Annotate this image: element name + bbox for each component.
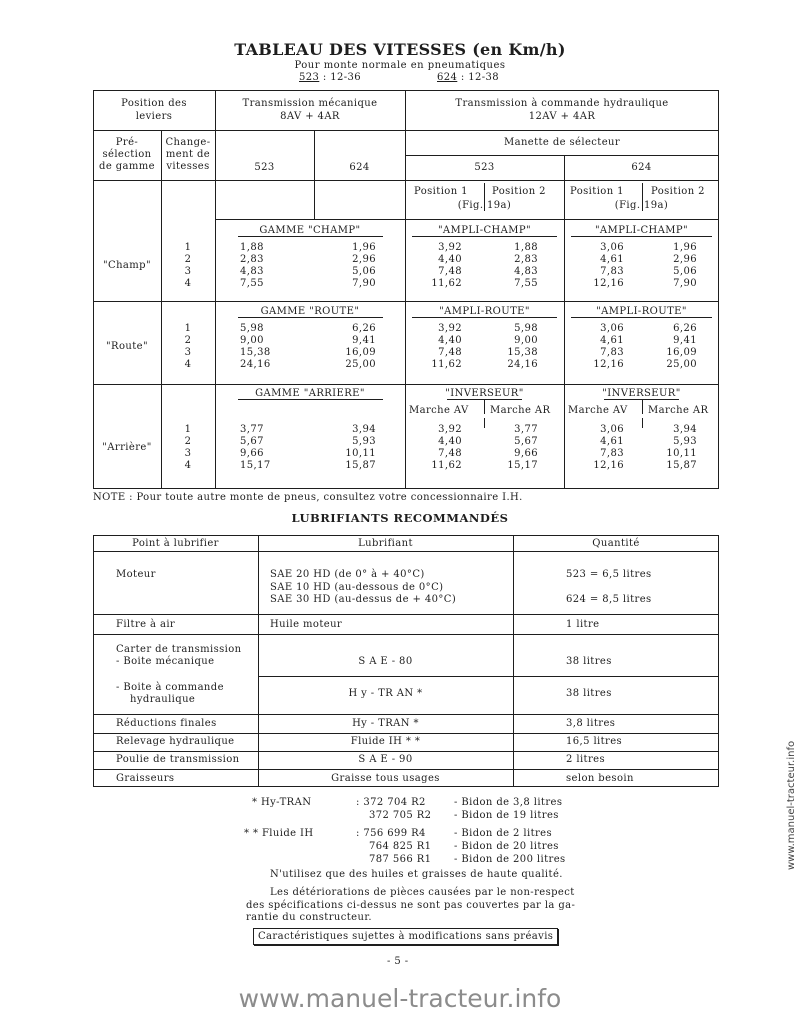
speed-value: 16,09 <box>666 347 697 358</box>
speed-value: 2,96 <box>352 254 376 265</box>
speed-value: 16,09 <box>345 347 376 358</box>
speed-value: 4,83 <box>514 266 538 277</box>
speed-value: 10,11 <box>666 448 697 459</box>
speed-table-hline <box>405 155 719 156</box>
speed-value: 15,17 <box>240 460 271 471</box>
lub-filtre: Filtre à air <box>116 619 176 630</box>
range-label-underline <box>412 317 557 318</box>
gear-number: 3 <box>184 266 192 277</box>
speed-value: 7,90 <box>673 278 697 289</box>
marche-av-label: Marche AV <box>568 405 628 416</box>
speed-value: 1,88 <box>514 242 538 253</box>
range-label-underline <box>604 399 679 400</box>
warranty-warning: Les détériorations de pièces causées par le non-respect des spécifications ci-dessus ne sont pas couvertes par la ga- rantie du constructeur. <box>246 887 576 923</box>
lub-boite-hydr: - Boite à commande hydraulique <box>116 682 224 705</box>
ref-desc: - Bidon de 2 litres <box>454 828 553 839</box>
lubricants-hline <box>93 614 719 615</box>
lub-poulie-lub: S A E - 90 <box>358 754 413 765</box>
speed-value: 3,06 <box>600 323 624 334</box>
speed-value: 15,87 <box>345 460 376 471</box>
speed-value: 4,61 <box>600 436 624 447</box>
speed-value: 4,61 <box>600 254 624 265</box>
speed-value: 3,92 <box>438 424 462 435</box>
header-position-2: Position 2 <box>492 186 546 197</box>
range-hydr-label: "AMPLI-CHAMP" <box>594 225 689 236</box>
speed-value: 11,62 <box>431 359 462 370</box>
speed-value: 3,92 <box>438 323 462 334</box>
speed-value: 12,16 <box>593 460 624 471</box>
header-model-523-hydr: 523 <box>474 162 495 173</box>
lub-relevage: Relevage hydraulique <box>116 736 235 747</box>
range-name: "Arrière" <box>102 442 152 453</box>
speed-value: 2,96 <box>673 254 697 265</box>
lub-header-point: Point à lubrifier <box>132 538 219 549</box>
header-preselection: Pré- sélection de gamme <box>99 137 155 172</box>
lub-graisseurs-q: selon besoin <box>566 773 634 784</box>
ref-desc: - Bidon de 3,8 litres <box>454 797 563 808</box>
lub-graisseurs: Graisseurs <box>116 773 175 784</box>
speed-value: 3,92 <box>438 242 462 253</box>
speed-value: 9,41 <box>352 335 376 346</box>
lub-boite-meca-lub: S A E - 80 <box>358 656 413 667</box>
range-mech-label: GAMME "ROUTE" <box>260 306 360 317</box>
speed-table-hline <box>93 130 719 131</box>
speed-value: 24,16 <box>507 359 538 370</box>
speed-value: 7,90 <box>352 278 376 289</box>
speed-table-hline <box>93 301 719 302</box>
lub-poulie-q: 2 litres <box>566 754 605 765</box>
speed-value: 1,88 <box>240 242 264 253</box>
gear-number: 4 <box>184 359 192 370</box>
gear-number: 2 <box>184 335 192 346</box>
quality-advice: N'utilisez que des huiles et graisses de haute qualité. <box>270 869 563 880</box>
header-model-523-mech: 523 <box>254 162 275 173</box>
header-position-2: Position 2 <box>651 186 705 197</box>
speed-value: 5,93 <box>673 436 697 447</box>
speed-value: 12,16 <box>593 359 624 370</box>
speed-value: 15,17 <box>507 460 538 471</box>
lub-filtre-lub: Huile moteur <box>270 619 343 630</box>
lub-boite-meca-q: 38 litres <box>566 656 612 667</box>
gear-number: 1 <box>184 424 192 435</box>
lub-poulie: Poulie de transmission <box>116 754 240 765</box>
speed-value: 2,83 <box>240 254 264 265</box>
speed-value: 24,16 <box>240 359 271 370</box>
range-label-underline <box>238 317 383 318</box>
header-position-leviers: Position des leviers <box>121 98 187 122</box>
lub-moteur-lubs: SAE 20 HD (de 0° à + 40°C) SAE 10 HD (au-dessous de 0°C) SAE 30 HD (au-dessus de + 40°C) <box>270 569 457 605</box>
speed-value: 15,87 <box>666 460 697 471</box>
lub-moteur: Moteur <box>116 569 156 580</box>
page-number: - 5 - <box>387 956 409 967</box>
header-manette-selecteur: Manette de sélecteur <box>503 137 621 148</box>
header-changement: Change- ment de vitesses <box>165 137 211 172</box>
range-label-underline <box>238 399 383 400</box>
speed-value: 4,40 <box>438 335 462 346</box>
gear-number: 1 <box>184 323 192 334</box>
lub-filtre-q: 1 litre <box>566 619 600 630</box>
ref-code: : 372 704 R2 <box>356 797 426 808</box>
speed-value: 4,40 <box>438 254 462 265</box>
tyre-b: 624 : 12-38 <box>437 72 500 83</box>
lub-reductions-q: 3,8 litres <box>566 718 616 729</box>
speed-value: 7,48 <box>438 448 462 459</box>
range-label-underline <box>238 236 383 237</box>
speed-value: 11,62 <box>431 460 462 471</box>
header-fig: (Fig. 19a) <box>457 200 512 211</box>
gear-number: 4 <box>184 460 192 471</box>
speed-value: 1,96 <box>673 242 697 253</box>
range-label-underline <box>571 236 712 237</box>
speed-value: 7,83 <box>600 448 624 459</box>
speed-value: 5,67 <box>514 436 538 447</box>
speed-value: 9,66 <box>240 448 264 459</box>
header-model-624-mech: 624 <box>349 162 370 173</box>
footer-watermark: www.manuel-tracteur.info <box>238 984 562 1013</box>
lub-header-lubrifiant: Lubrifiant <box>358 538 413 549</box>
lub-carter: Carter de transmission <box>116 644 242 655</box>
speed-value: 12,16 <box>593 278 624 289</box>
speed-value: 7,55 <box>240 278 264 289</box>
ref-desc: - Bidon de 20 litres <box>454 841 559 852</box>
speed-value: 15,38 <box>240 347 271 358</box>
speed-value: 5,98 <box>514 323 538 334</box>
range-hydr-label: "INVERSEUR" <box>445 388 524 399</box>
header-fig: (Fig. 19a) <box>614 200 669 211</box>
lubricants-hline <box>93 634 719 635</box>
speed-value: 7,48 <box>438 266 462 277</box>
lub-boite-hydr-q: 38 litres <box>566 688 612 699</box>
speed-value: 5,67 <box>240 436 264 447</box>
speed-value: 10,11 <box>345 448 376 459</box>
header-transmission-mecanique: Transmission mécanique 8AV + 4AR <box>242 98 378 122</box>
gear-number: 3 <box>184 347 192 358</box>
speed-value: 25,00 <box>345 359 376 370</box>
lub-relevage-q: 16,5 litres <box>566 736 623 747</box>
gear-number: 3 <box>184 448 192 459</box>
header-model-624-hydr: 624 <box>631 162 652 173</box>
header-position-1: Position 1 <box>414 186 468 197</box>
speed-value: 4,61 <box>600 335 624 346</box>
tyre-a: 523 : 12-36 <box>299 72 362 83</box>
lubricants-hline <box>258 676 719 677</box>
page-subtitle: Pour monte normale en pneumatiques <box>294 60 506 71</box>
lubricants-hline <box>93 551 719 552</box>
speed-value: 4,40 <box>438 436 462 447</box>
range-hydr-label: "AMPLI-CHAMP" <box>437 225 532 236</box>
ref-desc: - Bidon de 19 litres <box>454 810 559 821</box>
speed-value: 6,26 <box>352 323 376 334</box>
lubricants-hline <box>93 751 719 752</box>
lub-header-quantite: Quantité <box>592 538 640 549</box>
ref-desc: - Bidon de 200 litres <box>454 854 566 865</box>
speed-value: 2,83 <box>514 254 538 265</box>
speed-value: 7,48 <box>438 347 462 358</box>
speed-value: 4,83 <box>240 266 264 277</box>
ref-code: 764 825 R1 <box>369 841 432 852</box>
ref-code: 372 705 R2 <box>369 810 432 821</box>
speed-table-vline <box>405 90 406 489</box>
speed-value: 25,00 <box>666 359 697 370</box>
tyre-note: NOTE : Pour toute autre monte de pneus, consultez votre concessionnaire I.H. <box>93 492 523 503</box>
lub-boite-meca: - Boite mécanique <box>116 656 215 667</box>
range-label-underline <box>447 399 522 400</box>
speed-value: 9,00 <box>514 335 538 346</box>
marche-ar-label: Marche AR <box>490 405 551 416</box>
range-mech-label: GAMME "ARRIERE" <box>255 388 365 399</box>
speed-table-vline <box>314 130 315 219</box>
marche-separator <box>484 400 485 414</box>
marche-separator <box>642 418 643 428</box>
page-title: TABLEAU DES VITESSES (en Km/h) <box>234 40 566 59</box>
ref-code: : 756 699 R4 <box>356 828 426 839</box>
lub-boite-hydr-lub: H y - TR AN * <box>348 688 423 699</box>
range-hydr-label: "AMPLI-ROUTE" <box>439 306 530 317</box>
speed-value: 7,83 <box>600 266 624 277</box>
speed-value: 15,38 <box>507 347 538 358</box>
speed-table-hline <box>93 180 719 181</box>
range-mech-label: GAMME "CHAMP" <box>259 225 361 236</box>
disclaimer-box: Caractéristiques sujettes à modifications sans préavis <box>253 928 558 945</box>
speed-value: 5,93 <box>352 436 376 447</box>
lubricants-title: LUBRIFIANTS RECOMMANDÉS <box>291 511 509 525</box>
speed-value: 3,77 <box>514 424 538 435</box>
speed-value: 5,06 <box>352 266 376 277</box>
speed-value: 3,77 <box>240 424 264 435</box>
ref-label: * Hy-TRAN <box>252 797 312 808</box>
speed-value: 3,06 <box>600 424 624 435</box>
lubricants-hline <box>93 733 719 734</box>
range-label-underline <box>571 317 712 318</box>
marche-ar-label: Marche AR <box>648 405 709 416</box>
speed-value: 7,83 <box>600 347 624 358</box>
range-name: "Champ" <box>103 260 151 271</box>
marche-separator <box>484 418 485 428</box>
gear-number: 2 <box>184 436 192 447</box>
range-hydr-label: "INVERSEUR" <box>602 388 681 399</box>
header-transmission-hydraulique: Transmission à commande hydraulique 12AV + 4AR <box>455 98 669 122</box>
speed-value: 9,66 <box>514 448 538 459</box>
speed-value: 9,41 <box>673 335 697 346</box>
ref-code: 787 566 R1 <box>369 854 432 865</box>
lub-relevage-lub: Fluide IH * * <box>350 736 421 747</box>
speed-table-hline <box>215 219 719 220</box>
speed-value: 1,96 <box>352 242 376 253</box>
lubricants-vline <box>513 535 514 787</box>
lub-reductions-lub: Hy - TRAN * <box>352 718 419 729</box>
lubricants-hline <box>93 714 719 715</box>
speed-value: 3,06 <box>600 242 624 253</box>
speed-value: 6,26 <box>673 323 697 334</box>
range-label-underline <box>412 236 557 237</box>
ref-label: * * Fluide IH <box>244 828 314 839</box>
speed-value: 11,62 <box>431 278 462 289</box>
lub-moteur-q2: 624 = 8,5 litres <box>566 594 652 605</box>
marche-av-label: Marche AV <box>409 405 469 416</box>
speed-value: 9,00 <box>240 335 264 346</box>
gear-number: 2 <box>184 254 192 265</box>
speed-value: 7,55 <box>514 278 538 289</box>
speed-table-hline <box>93 384 719 385</box>
lub-moteur-q1: 523 = 6,5 litres <box>566 569 652 580</box>
range-name: "Route" <box>106 341 148 352</box>
lub-graisseurs-lub: Graisse tous usages <box>331 773 440 784</box>
marche-separator <box>642 400 643 414</box>
speed-value: 3,94 <box>352 424 376 435</box>
gear-number: 1 <box>184 242 192 253</box>
speed-table-vline <box>215 90 216 489</box>
speed-value: 5,06 <box>673 266 697 277</box>
lubricants-hline <box>93 769 719 770</box>
speed-value: 5,98 <box>240 323 264 334</box>
speed-value: 3,94 <box>673 424 697 435</box>
lub-reductions: Réductions finales <box>116 718 217 729</box>
gear-number: 4 <box>184 278 192 289</box>
side-watermark: www.manuel-tracteur.info <box>786 740 797 870</box>
header-position-1: Position 1 <box>570 186 624 197</box>
range-hydr-label: "AMPLI-ROUTE" <box>596 306 687 317</box>
